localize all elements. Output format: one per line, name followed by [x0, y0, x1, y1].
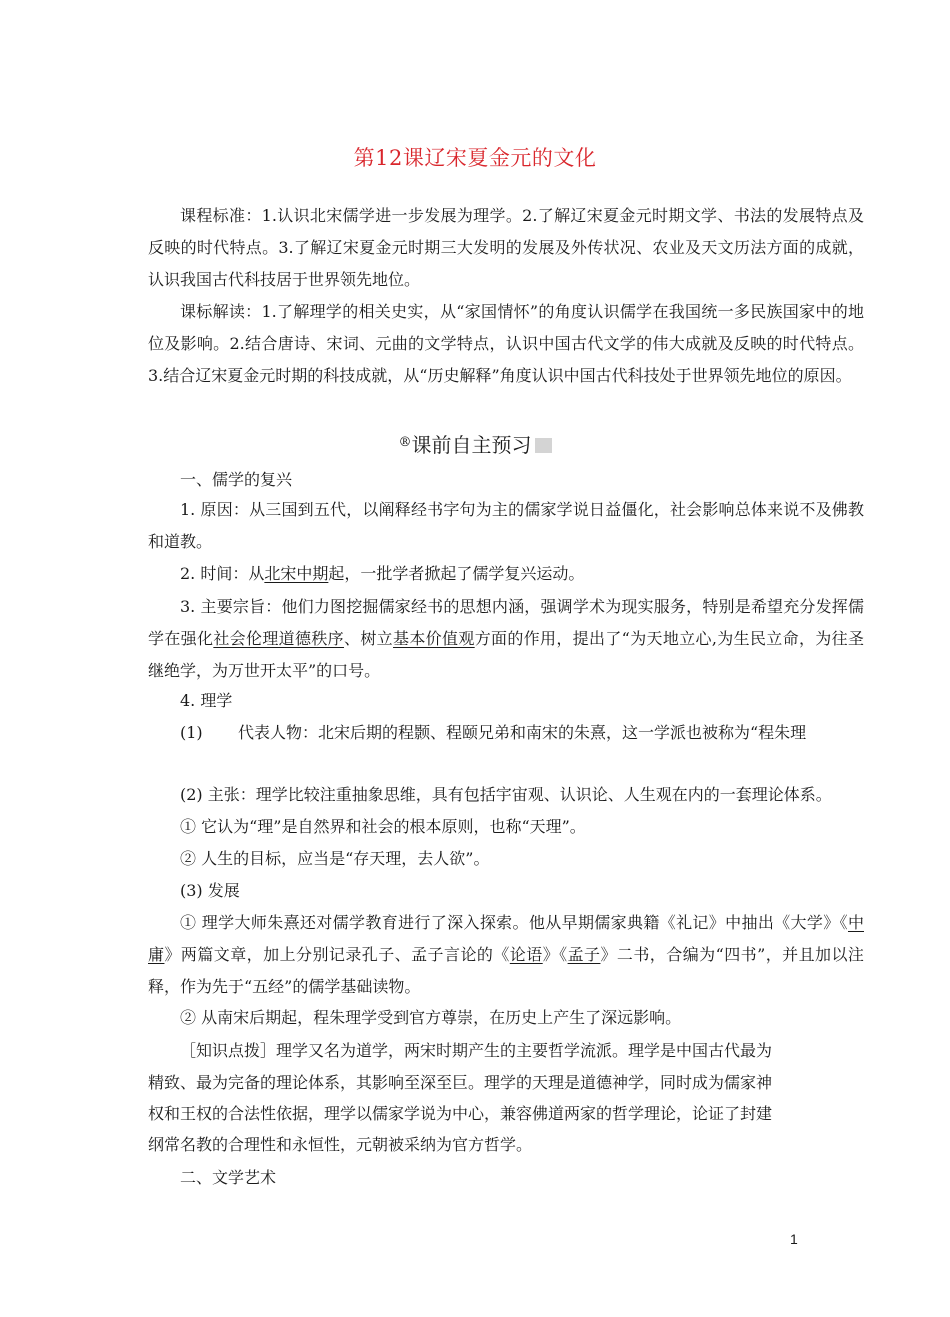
- standards-interpretation: 课标解读：1.了解理学的相关史实，从“家国情怀”的角度认识儒学在我国统一多民族国家中的地位及影响。2.结合唐诗、宋词、元曲的文学特点，认识中国古代文学的伟大成就及反映的时代特点。3.结合辽宋夏金元时期的科技成就，从“历史解释”角度认识中国古代科技处于世界领先地位的原因。: [148, 302, 864, 385]
- underlined-answer: 北宋中期: [264, 564, 329, 583]
- page-title: 第12课辽宋夏金元的文化: [353, 146, 597, 170]
- section1-heading: 一、儒学的复兴: [180, 470, 293, 489]
- tip-line-4: 纲常名教的合理性和永恒性，元朝被采纳为官方哲学。: [148, 1135, 533, 1154]
- underlined-answer: 中庸: [148, 913, 864, 964]
- claim-item-2: ② 人生的目标，应当是“存天理，去人欲”。: [180, 849, 490, 868]
- lixue-heading: 4. 理学: [180, 691, 233, 710]
- dev1-text-1: ① 理学大师朱熹还对儒学教育进行了深入探索。他从早期儒家典籍《礼记》中抽出《大学》《: [180, 913, 848, 932]
- purpose-text-3: 方面的作用，提出了“为天地立心,为生民立命，为往圣继绝学，为万世开太平”的口号。: [148, 629, 864, 680]
- time-text-post: 起，一批学者掀起了儒学复兴运动。: [328, 564, 585, 583]
- representatives-text: 代表人物：北宋后期的程颢、程颐兄弟和南宋的朱熹，这一学派也被称为“程朱理: [238, 723, 807, 742]
- section2-heading: 二、文学艺术: [180, 1168, 277, 1187]
- gray-block-icon: [535, 438, 552, 453]
- tip-line-1: ［知识点拨］理学又名为道学，两宋时期产生的主要哲学流派。理学是中国古代最为: [180, 1041, 773, 1060]
- underlined-answer: 社会伦理道德秩序: [213, 629, 345, 648]
- underlined-answer: 孟子: [567, 945, 601, 964]
- tip-line-2: 精致、最为完备的理论体系，其影响至深至巨。理学的天理是道德神学，同时成为儒家神: [148, 1073, 773, 1092]
- dev1-text-2: 》两篇文章，加上分别记录孔子、孟子言论的《: [164, 945, 510, 964]
- development-item-1: [148, 907, 864, 1003]
- cause-paragraph: 1. 原因：从三国到五代，以阐释经书字句为主的儒家学说日益僵化，社会影响总体来说不及佛教和道教。: [148, 500, 864, 551]
- preview-heading-text: 课前自主预习: [411, 433, 532, 457]
- development-item-2: ② 从南宋后期起，程朱理学受到官方尊崇，在历史上产生了深远影响。: [180, 1008, 682, 1027]
- underlined-answer: 基本价值观: [393, 629, 475, 648]
- registered-mark: ®: [398, 435, 412, 450]
- purpose-text-2: 、树立: [344, 629, 394, 648]
- dev1-text-4: 》二书，合编为“四书”，并且加以注释，作为先于“五经”的儒学基础读物。: [148, 945, 864, 996]
- claim-item-1: ① 它认为“理”是自然界和社会的根本原则，也称“天理”。: [180, 817, 586, 836]
- underlined-answer: 论语: [509, 945, 543, 964]
- representatives-number: (1): [180, 723, 203, 742]
- development-heading: (3) 发展: [180, 881, 240, 900]
- purpose-text-1: 3. 主要宗旨：他们力图挖掘儒家经书的思想内涵，强调学术为现实服务，特别是希望充分发挥儒学在强化: [148, 597, 864, 648]
- time-text-pre: 2. 时间：从: [180, 564, 265, 583]
- claim-paragraph: (2) 主张：理学比较注重抽象思维，具有包括宇宙观、认识论、人生观在内的一套理论体系。: [180, 785, 832, 804]
- time-paragraph: [180, 559, 584, 589]
- course-standards: 课程标准：1.认识北宋儒学进一步发展为理学。2.了解辽宋夏金元时期文学、书法的发展特点及反映的时代特点。3.了解辽宋夏金元时期三大发明的发展及外传状况、农业及天文历法方面的成就，认识我国古代科技居于世界领先地位。: [148, 206, 864, 289]
- dev1-text-3: 》《: [542, 945, 568, 964]
- preview-heading: [0, 428, 950, 460]
- tip-line-3: 权和王权的合法性依据，理学以儒家学说为中心，兼容佛道两家的哲学理论，论证了封建: [148, 1104, 773, 1123]
- page-number: 1: [790, 1231, 798, 1247]
- purpose-paragraph: [148, 591, 864, 687]
